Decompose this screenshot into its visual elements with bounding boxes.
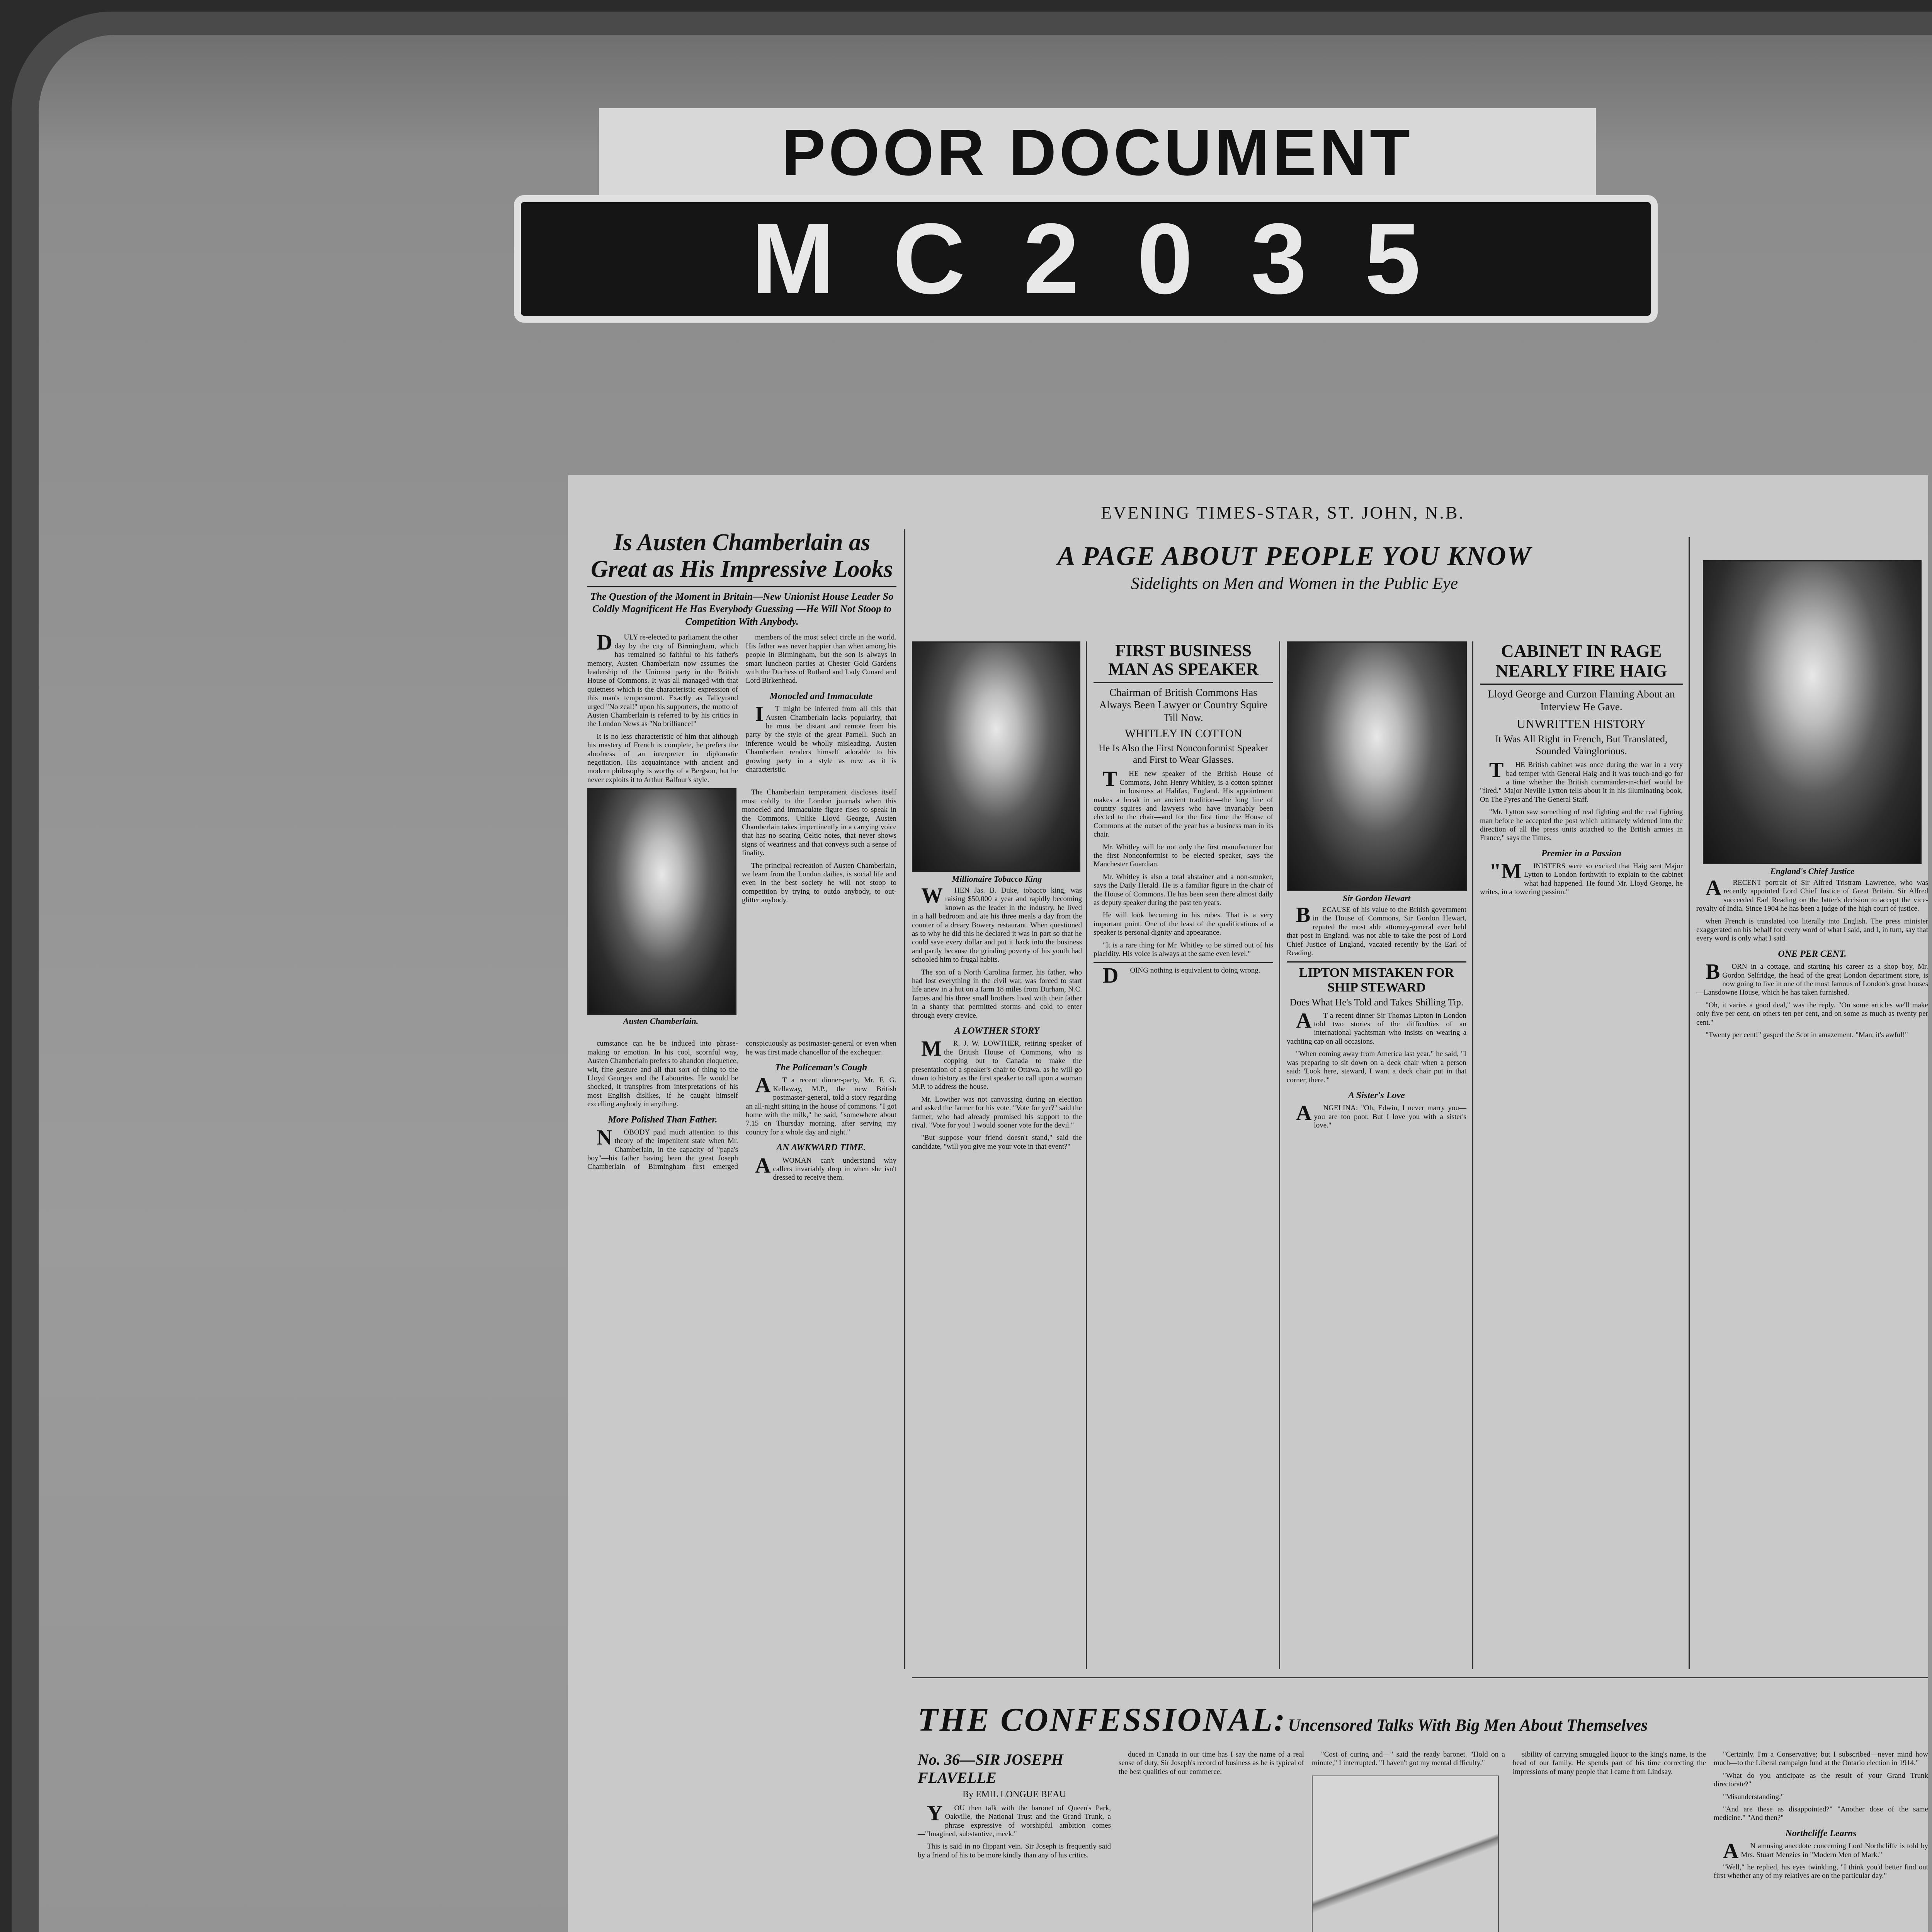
chamberlain-deck: The Question of the Moment in Britain—New Unionist House Leader So Coldly Magnificent He Has Everybody Guessing —He Will Not Stoop to Competition With Anybody. [590,590,894,627]
confessional-col-1 [918,1750,1111,1864]
whitley-paragraph: "It is a rare thing for Mr. Whitley to be stirred out of his placidity. His voice is always at the same even level." [1094,941,1273,958]
chamberlain-paragraph: AT a recent dinner-party, Mr. F. G. Kellaway, M.P., the new British postmaster-general, told a story regarding an all-night sitting in the house of commons. "I got home with the milk," he said, "somewhere about 7.15 on Thursday morning, after serving my country for a whole day and night." [746,1073,896,1136]
haig-paragraph: THE British cabinet was once during the war in a very bad temper with General Haig and it was touch-and-go for a time whether the British commander-in-chief would be "fired." Major Neville Lytton tells about it in his illuminating book, On The Fyres and The General Staff. [1480,758,1683,804]
masthead: EVENING TIMES-STAR, ST. JOHN, N.B. [1100,503,1465,522]
confessional-title: THE CONFESSIONAL: [918,1701,1287,1738]
chamberlain-subhead: AN AWKWARD TIME. [776,1143,866,1153]
confessional-col-4 [1513,1750,1706,1780]
northcliffe-paragraph: "Well," he replied, his eyes twinkling, "I think you'd better find out first whether any of my relatives are on the particular day." [1714,1863,1928,1880]
chamberlain-paragraph: IT might be inferred from all this that Austen Chamberlain lacks popularity, that he must be distant and remote from his party by the style of the great Parnell. Such an inference would be wholly misleading. Austen Chamberlain renders himself adorable to his growing party in a style as new as it is characteristic. [746,702,896,774]
people-banner [916,541,1673,614]
duke-paragraph: The son of a North Carolina farmer, his father, who had lost everything in the civil war, was forced to start life anew in a hut on a farm 18 miles from Durham, N.C. James and his three small brothers lived with their father in a shanty that permitted storms and cold to enter through every crevice. [912,968,1082,1020]
reel-code-label [514,195,1658,323]
chamberlain-paragraph: members of the most select circle in the world. His father was never happier than when among his people in Birmingham, but the son is always in smart luncheon parties at Chester Gold Gardens with the Duchess of Rutland and Lady Cunard and Lord Birkenhead. [746,633,896,685]
confessional-number: No. 36—SIR JOSEPH FLAVELLE [918,1751,1063,1787]
column-rule [1086,641,1087,1669]
howart-photo [1287,641,1467,891]
lipton-headline: LIPTON MISTAKEN FOR SHIP STEWARD [1299,966,1454,995]
people-banner-title: A PAGE ABOUT PEOPLE YOU KNOW [1057,541,1532,571]
newspaper-page [568,475,1928,1932]
confessional-paragraph: "Misunderstanding." [1723,1793,1784,1801]
lipton-paragraph: AT a recent dinner Sir Thomas Lipton in London told two stories of the difficulties of an international yachtsman who insists on wearing a yachting cap on all occasions. [1287,1009,1466,1046]
confessional-col-3 [1312,1750,1505,1932]
howart-article [1287,641,1466,1134]
lawrence-photo [1703,560,1922,864]
chamberlain-subhead: The Policeman's Cough [775,1063,867,1073]
duke-subhead: A LOWTHER STORY [954,1026,1040,1036]
confessional-paragraph: duced in Canada in our time has I say the name of a real sense of duty, Sir Joseph's record of business as he is typical of the best qualities of our commerce. [1119,1750,1304,1776]
lipton-paragraph: ANGELINA: "Oh, Edwin, I never marry you—you are too poor. But I love you with a sister's love." [1296,1101,1466,1130]
whitley-deck: Chairman of British Commons Has Always Been Lawyer or Country Squire Till Now. [1099,686,1268,723]
lawrence-article [1696,560,1928,1043]
section-rule [912,1677,1928,1678]
lawrence-paragraph: "Twenty per cent!" gasped the Scot in amazement. "Man, it's awful!" [1706,1031,1908,1039]
haig-paragraph: "Mr. Lytton saw something of real fighting and the real fighting man before he accepted the post which ultimately widened into the direction of all the press units attached to the British armies in France," says the Times. [1480,808,1683,842]
chamberlain-paragraph: DULY re-elected to parliament the other day by the city of Birmingham, which has remained so faithful to his father's memory, Austen Chamberlain now assumes the leadership of the Unionist party in the British House of Commons. It was all managed with that quietness which is the characteristic expression of this man's temperament. Exactly as Talleyrand urged "No zeal!" upon his supporters, the motto of Austen Chamberlain is referred to by his critics in the London News as "No brilliance!" [587,631,738,728]
lawrence-photo-caption: England's Chief Justice [1770,866,1854,876]
lipton-deck: Does What He's Told and Takes Shilling Tip. [1289,997,1464,1008]
whitley-paragraph: Mr. Whitley is also a total abstainer and a non-smoker, says the Daily Herald. He is a familiar figure in the chair of the House of Commons. He has been seen there almost daily as deputy speaker during the past ten years. [1094,872,1273,907]
confessional-byline: By EMIL LONGUE BEAU [963,1789,1066,1800]
duke-paragraph: WHEN Jas. B. Duke, tobacco king, was raising $50,000 a year and rapidly becoming known as the leader in the industry, he lived in a hall bedroom and ate his three meals a day from the counter of a dreary Bowery restaurant. When questioned as to why he did this he declared it was in part so that he could save every dollar and put it back into the business and partly because the grinding poverty of his youth had schooled him to frugal habits. [912,883,1082,964]
confessional-paragraph: "Certainly. I'm a Conservative; but I subscribed—never mind how much—to the Liberal campaign fund at the Ontario election in 1914." [1714,1750,1928,1767]
whitley-paragraph: He will look becoming in his robes. That is a very important point. One of the least of the qualifications of a speaker is personal dignity and appearance. [1094,911,1273,937]
whitley-headline: FIRST BUSINESS MAN AS SPEAKER [1108,641,1259,679]
howart-paragraph: BECAUSE of his value to the British government in the House of Commons, Sir Gordon Hewart, reputed the most able attorney-general ever held that post in England, was not able to take the post of Lord Chief Justice of England, vacated recently by the Earl of Reading. [1287,903,1466,957]
lipton-subhead: A Sister's Love [1348,1090,1405,1100]
microfilm-frame [12,12,1932,1932]
chamberlain-photo [587,788,736,1015]
chamberlain-article [587,529,896,1182]
confessional-col-5 [1714,1750,1928,1884]
lawrence-paragraph: BORN in a cottage, and starting his career as a shop boy, Mr. Gordon Selfridge, the head of the great London department store, is now going to live in one of the most famous of London's great houses—Lansdowne House, which he has taken furnished. [1696,960,1928,997]
poor-document-text: POOR DOCUMENT [782,116,1413,189]
chamberlain-paragraph: AWOMAN can't understand why callers invariably drop in when she isn't dressed to receive them. [755,1153,896,1182]
chamberlain-paragraph: cumstance can he be induced into phrase-making or emotion. In his cool, scornful way, Austen Chamberlain prefers to abandon eloquence, wit, fine gesture and all that sort of thing to the Lloyd Georges and the Labourites. He would be shocked, it transpires from interpretations of his most English dislikes, if he caught himself excelling anybody in anything. [587,1039,738,1109]
whitley-paragraph: Mr. Whitley will be not only the first manufacturer but the first Nonconformist to be elected speaker, says the Manchester Guardian. [1094,843,1273,869]
chamberlain-headline: Is Austen Chamberlain as Great as His Impressive Looks [591,529,893,583]
confessional-paragraph: sibility of carrying smuggled liquor to the king's name, is the head of our family. He spends part of his time correcting the impressions of many people that I came from Lindsay. [1513,1750,1706,1776]
confessional-header [918,1700,1928,1738]
chamberlain-subhead: Monocled and Immaculate [769,691,873,701]
haig-article [1480,641,1683,901]
column-rule [1472,641,1473,1669]
column-rule [1279,641,1280,1669]
lawrence-paragraph: "Oh, it varies a good deal," was the reply. "On some articles we'll make only five per cent, on others ten per cent, and on some as much as twenty per cent." [1696,1001,1928,1027]
whitley-article [1094,641,1273,988]
lawrence-paragraph: when French is translated too literally into English. The press minister exaggerated on his behalf for every word of what I said, and I, in turn, say that every word is only what I said. [1696,917,1928,943]
northcliffe-paragraph: AN amusing anecdote concerning Lord Northcliffe is told by Mrs. Stuart Menzies in "Modern Men of Mark." [1723,1839,1928,1864]
northcliffe-subhead: Northcliffe Learns [1785,1828,1857,1838]
haig-paragraph: "MINISTERS were so excited that Haig sent Major Lytton to London forthwith to explain to the cabinet what had happened. He found Mr. Lloyd George, he writes, in a towering passion." [1480,859,1683,896]
confessional-paragraph: "Cost of curing and—" said the ready baronet. "Hold on a minute," I interrupted. "I haven't got my mental difficulty." [1312,1750,1505,1767]
lawrence-subhead: ONE PER CENT. [1778,949,1847,959]
haig-deck-secondary: It Was All Right in French, But Translated, Sounded Vainglorious. [1495,733,1668,757]
duke-photo [912,641,1080,872]
haig-subhead-premier: Premier in a Passion [1541,848,1622,859]
confessional-paragraph: YOU then talk with the baronet of Queen's Park, Oakville, the National Trust and the Grand Trunk, a phrase expressive of worshipful ambition comes—"Imagined, substantive, meek." [918,1801,1111,1838]
reel-code-text: MC2035 [751,202,1479,315]
confessional-paragraph: "And are these as disappointed?" "Another dose of the same medicine." "And then?" [1714,1805,1928,1822]
whitley-filler: DOING nothing is equivalent to doing wrong. [1103,964,1260,988]
duke-paragraph: "But suppose your friend doesn't stand," said the candidate, "will you give me your vote in that event?" [912,1134,1082,1151]
column-rule [904,529,905,1669]
confessional-paragraph: This is said in no flippant vein. Sir Joseph is frequently said by a friend of his to be more kindly than any of his critics. [918,1842,1111,1859]
chamberlain-paragraph: NOBODY paid much attention to this theory of the impenitent state when Mr. Chamberlain, in the capacity of "papa's boy"—his father having been the great Joseph Chamberlain of Birmingham—first emerged conspicuously as postmaster-general or even when he was first made chancellor of the exchequer. [587,1039,896,1171]
haig-headline: CABINET IN RAGE NEARLY FIRE HAIG [1495,641,1667,680]
chamberlain-subhead: More Polished Than Father. [608,1114,718,1125]
chamberlain-photo-caption: Austen Chamberlain. [623,1016,699,1026]
whitley-subhead: WHITLEY IN COTTON [1124,727,1242,740]
duke-article [912,641,1082,1155]
poor-document-label [599,108,1596,197]
whitley-paragraph: THE new speaker of the British House of Commons, John Henry Whitley, is a cotton spinner in business at Halifax, England. His appointment makes a break in an ancient tradition—the long line of country squires and lawyers who have invariably been elected to the chair—and for the first time the House of Commons at the outset of the year has a business man in its chair. [1094,767,1273,839]
howart-photo-caption: Sir Gordon Hewart [1343,893,1410,903]
duke-paragraph: Mr. Lowther was not canvassing during an election and asked the farmer for his vote. "Vote for yer?" said the farmer, who had already promised his support to the rival. "Vote for you! I would sooner vote for the devil." [912,1095,1082,1130]
haig-deck: Lloyd George and Curzon Flaming About an Interview He Gave. [1488,688,1675,713]
duke-photo-caption: Millionaire Tobacco King [952,874,1042,884]
flavelle-sketch [1312,1776,1499,1932]
chamberlain-paragraph: The Chamberlain temperament discloses itself most coldly to the London journals when this monocled and immaculate figure rises to speak in the Commons. Unlike Lloyd George, Austen Chamberlain takes impertinently in a carrying voice that has no soaring Celtic notes, that never shows signs of weariness and that conveys such a sense of finality. [742,788,896,857]
lipton-paragraph: "When coming away from America last year," he said, "I was preparing to sit down on a deck chair when a person said: 'Look here, steward, I want a deck chair put in that corner, there.'" [1287,1050,1466,1084]
lawrence-paragraph: ARECENT portrait of Sir Alfred Tristram Lawrence, who was recently appointed Lord Chief Justice of Great Britain. Sir Alfred succeeded Earl Reading on the latter's decision to accept the vice-royalty of India. Since 1904 he has been a judge of the high court of justice. [1696,876,1928,913]
haig-subhead: UNWRITTEN HISTORY [1517,716,1646,731]
duke-paragraph: MR. J. W. LOWTHER, retiring speaker of the British House of Commons, who is copping out to Canada to make the presentation of a speaker's chair to Ottawa, as he will go down to history as the first speaker to call upon a woman M.P. to address the house. [912,1037,1082,1091]
chamberlain-paragraph: The principal recreation of Austen Chamberlain, we learn from the London dailies, is social life and even in the best society he will not stoop to competition by trying to outdo anybody, to out-glitter anybody. [742,861,896,905]
confessional-col-2 [1119,1750,1304,1780]
whitley-deck-secondary: He Is Also the First Nonconformist Speaker and First to Wear Glasses. [1099,743,1268,765]
people-banner-subtitle: Sidelights on Men and Women in the Public Eye [1131,574,1458,593]
confessional-paragraph: "What do you anticipate as the result of your Grand Trunk directorate?" [1714,1771,1928,1789]
column-rule [1689,537,1690,1669]
chamberlain-paragraph: It is no less characteristic of him that although his mastery of French is complete, he prefers the aloofness of an interpreter in diplomatic negotiation. His acquaintance with ancient and modern philosophy is worthy of a Bergson, but he never exploits it to Arthur Balfour's style. [587,732,738,784]
confessional-subtitle: Uncensored Talks With Big Men About Themselves [1288,1716,1648,1735]
